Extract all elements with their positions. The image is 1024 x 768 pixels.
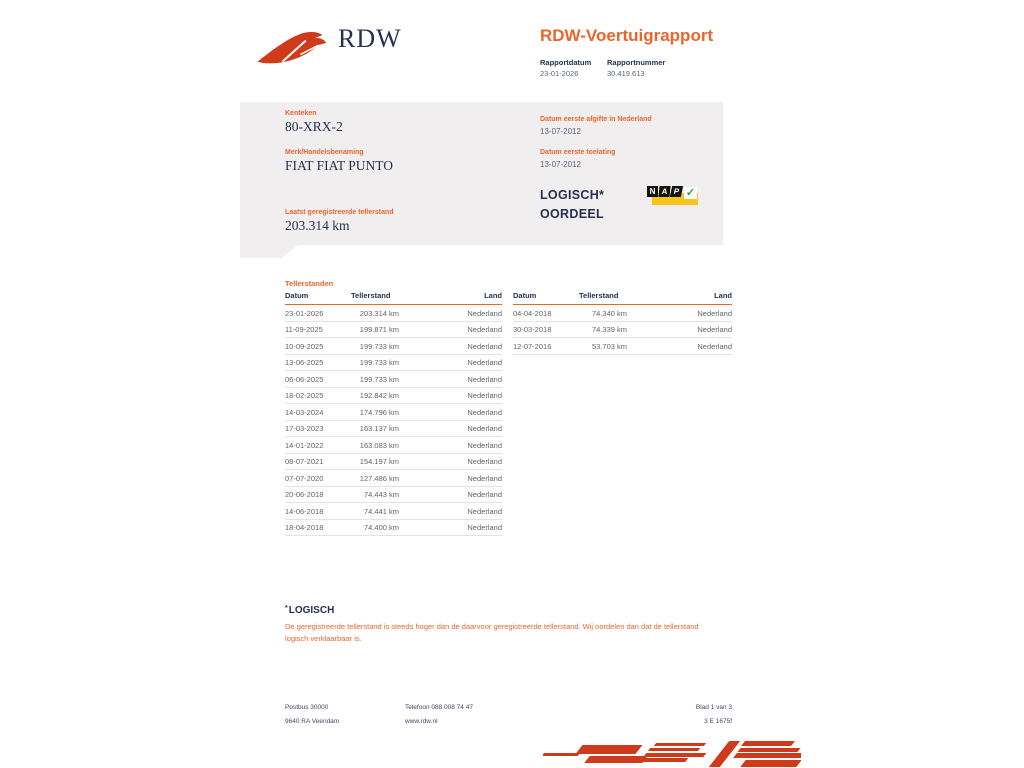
cell-tellerstand: 199.733 km (359, 358, 399, 367)
cell-land: Nederland (467, 325, 502, 334)
cell-land: Nederland (467, 374, 502, 384)
cell-land: Nederland (467, 308, 502, 318)
tellerstanden-table-left (285, 291, 502, 536)
logisch-heading-text: LOGISCH (288, 605, 335, 616)
cell-land: Nederland (467, 358, 502, 367)
tellerstand-label: Laatst geregistreerde tellerstand (285, 209, 394, 216)
footer-phone: Telefoon 088 008 74 47 (405, 704, 473, 711)
report-number-label: Rapportnummer (607, 58, 666, 67)
cell-datum: 08-07-2021 (285, 457, 324, 466)
footer-page-info (592, 701, 732, 729)
header-land: Land (484, 291, 502, 300)
nap-letter-n: N (647, 186, 658, 197)
table-header-row (285, 291, 502, 305)
merk-label: Merk/Handelsbenaming (285, 149, 364, 156)
tellerstanden-table-right (513, 291, 732, 355)
cell-datum: 06-06-2025 (285, 374, 324, 384)
cell-datum: 07-07-2020 (285, 473, 324, 483)
footer-address-line1: Postbus 30000 (285, 704, 329, 711)
kenteken-label: Kenteken (285, 110, 317, 117)
panel-tail-decoration (240, 245, 298, 258)
cell-datum: 04-04-2018 (513, 308, 552, 318)
header-tellerstand: Tellerstand (579, 291, 619, 300)
cell-datum: 13-06-2025 (285, 358, 324, 367)
cell-tellerstand: 163.137 km (359, 424, 399, 433)
tellerstand-value: 203.314 km (285, 218, 350, 233)
cell-datum: 10-09-2025 (285, 341, 324, 351)
cell-datum: 11-09-2025 (285, 325, 323, 334)
rdw-logotype: RDW (338, 24, 402, 53)
table-row (285, 338, 502, 355)
asterisk: * (285, 605, 288, 612)
cell-tellerstand: 74.340 km (591, 308, 627, 318)
table-row (285, 487, 502, 504)
nap-logo (647, 186, 699, 208)
table-row (285, 437, 502, 454)
kenteken-value: 80-XRX-2 (285, 119, 343, 134)
footer-address-line2: 9640 RA Veendam (285, 718, 340, 725)
cell-tellerstand: 174.796 km (359, 407, 399, 417)
cell-datum: 14-03-2024 (285, 407, 324, 417)
cell-tellerstand: 74.400 km (363, 523, 399, 532)
cell-datum: 12-07-2016 (513, 341, 552, 351)
report-date-label: Rapportdatum (540, 58, 592, 67)
cell-land: Nederland (467, 490, 502, 499)
afgifte-value: 13-07-2012 (540, 127, 581, 136)
oordeel-line1: LOGISCH* (540, 188, 605, 202)
document-title: RDW-Voertuigrapport (540, 26, 714, 45)
table-row (285, 421, 502, 438)
table-row (285, 371, 502, 388)
cell-tellerstand: 199.733 km (359, 374, 399, 384)
merk-value: FIAT FIAT PUNTO (285, 158, 394, 173)
cell-datum: 18-04-2018 (285, 523, 324, 532)
cell-datum: 30-03-2018 (513, 325, 552, 334)
cell-tellerstand: 127.486 km (359, 473, 399, 483)
cell-tellerstand: 74.441 km (363, 506, 399, 516)
cell-tellerstand: 203.314 km (359, 308, 399, 318)
logisch-note-heading (285, 605, 334, 616)
rdw-stripes-decoration (543, 740, 801, 768)
cell-tellerstand: 74.339 km (591, 325, 627, 334)
cell-datum: 20-06-2018 (285, 490, 324, 499)
table-row (285, 305, 502, 322)
cell-datum: 18-02-2025 (285, 391, 324, 400)
cell-land: Nederland (697, 341, 732, 351)
cell-land: Nederland (467, 424, 502, 433)
rdw-bird-logo-icon (256, 24, 334, 68)
cell-land: Nederland (697, 325, 732, 334)
cell-land: Nederland (467, 391, 502, 400)
oordeel-text (540, 186, 604, 224)
footer-address (285, 701, 339, 729)
cell-datum: 14-06-2018 (285, 506, 324, 516)
header-tellerstand: Tellerstand (351, 291, 391, 300)
cell-land: Nederland (467, 407, 502, 417)
footer-contact (405, 701, 473, 729)
table-body (285, 305, 502, 536)
cell-tellerstand: 199.871 km (359, 325, 399, 334)
table-row (285, 404, 502, 421)
table-row (285, 503, 502, 520)
cell-land: Nederland (467, 440, 502, 450)
header-datum: Datum (285, 291, 309, 300)
oordeel-line2: OORDEEL (540, 207, 604, 221)
cell-land: Nederland (697, 308, 732, 318)
nap-letter-p: P (670, 186, 683, 197)
cell-tellerstand: 53.703 km (591, 341, 627, 351)
cell-land: Nederland (467, 506, 502, 516)
toelating-value: 13-07-2012 (540, 160, 581, 169)
cell-datum: 17-03-2023 (285, 424, 324, 433)
cell-tellerstand: 192.842 km (359, 391, 399, 400)
table-row (513, 338, 732, 355)
table-row (513, 305, 732, 322)
footer-page-number: Blad 1 van 3 (695, 704, 732, 711)
cell-land: Nederland (467, 457, 502, 466)
cell-datum: 23-01-2026 (285, 308, 324, 318)
table-row (285, 520, 502, 537)
cell-tellerstand: 199.733 km (359, 341, 399, 351)
table-row (285, 470, 502, 487)
header-land: Land (714, 291, 732, 300)
report-number-value: 30.419.613 (607, 69, 645, 78)
report-date-value: 23-01-2026 (540, 69, 579, 78)
tellerstanden-title: Tellerstanden (285, 279, 334, 288)
cell-datum: 14-01-2022 (285, 440, 324, 450)
table-row (285, 355, 502, 372)
cell-tellerstand: 154.197 km (359, 457, 399, 466)
table-header-row (513, 291, 732, 305)
cell-land: Nederland (467, 523, 502, 532)
nap-letter-a: A (658, 186, 670, 197)
table-row (285, 454, 502, 471)
cell-tellerstand: 163.083 km (359, 440, 399, 450)
table-row (513, 322, 732, 339)
toelating-label: Datum eerste toelating (540, 149, 616, 156)
cell-land: Nederland (467, 473, 502, 483)
cell-land: Nederland (467, 341, 502, 351)
table-body (513, 305, 732, 355)
cell-tellerstand: 74.443 km (363, 490, 399, 499)
table-row (285, 322, 502, 339)
footer-form-code: 3 E 1675f (704, 718, 732, 725)
logisch-note-body: De geregistreerde tellerstand is steeds hoger dan de daarvoor geregistreerde tellerstand. Wij oordelen dan dat de tellerstand logisch verklaarbaar is. (285, 622, 699, 643)
nap-checkmark-icon: ✓ (685, 187, 696, 199)
afgifte-label: Datum eerste afgifte in Nederland (540, 116, 652, 123)
table-row (285, 388, 502, 405)
header-datum: Datum (513, 291, 537, 300)
footer-website: www.rdw.nl (405, 718, 438, 725)
